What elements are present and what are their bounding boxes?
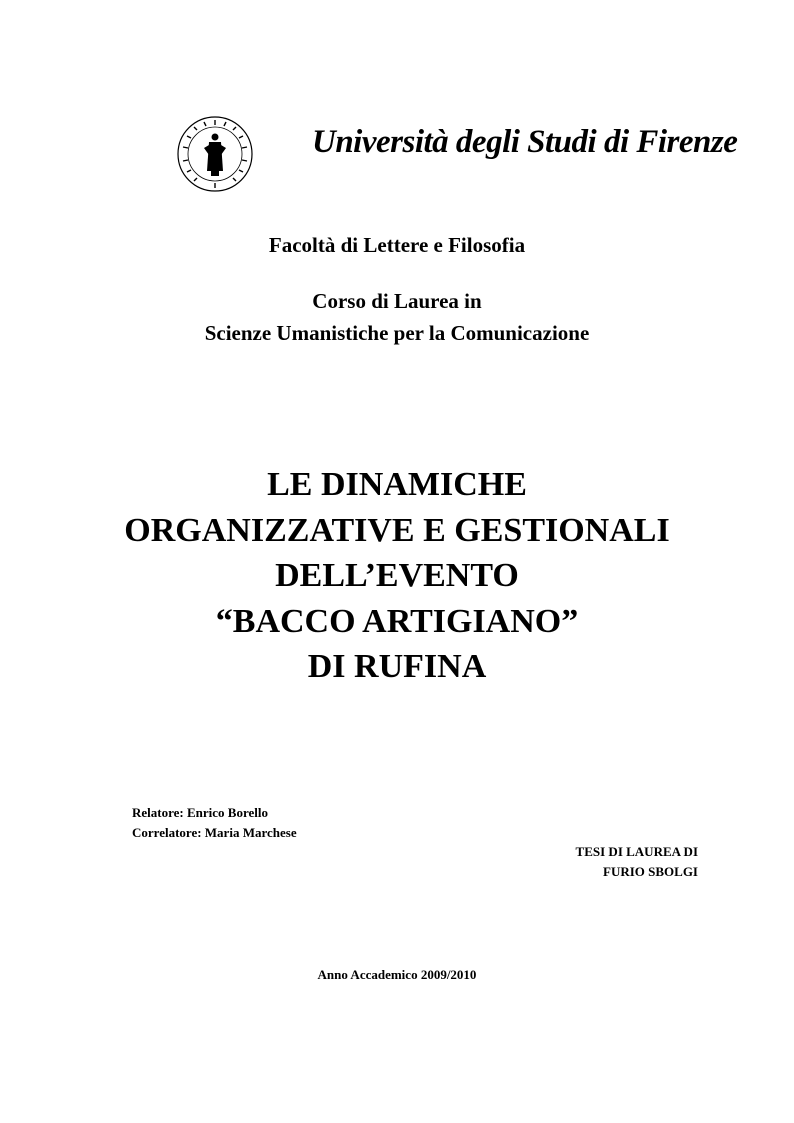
relatore: Relatore: Enrico Borello — [132, 805, 268, 820]
thesis-title — [0, 462, 794, 690]
thesis-title-line: LE DINAMICHE — [267, 466, 527, 503]
correlatore: Correlatore: Maria Marchese — [132, 825, 297, 840]
thesis-title-line: DI RUFINA — [307, 648, 487, 685]
thesis-title-line: DELL’EVENTO — [275, 557, 519, 594]
thesis-title-line: ORGANIZZATIVE E GESTIONALI — [124, 511, 670, 549]
university-seal-icon — [176, 115, 254, 193]
university-name: Università degli Studi di Firenze — [312, 124, 738, 160]
academic-year: Anno Accademico 2009/2010 — [317, 967, 477, 982]
thesis-title-line: “BACCO ARTIGIANO” — [215, 602, 579, 640]
course-line-2: Scienze Umanistiche per la Comunicazione — [204, 321, 590, 345]
course-line-1: Corso di Laurea in — [312, 289, 482, 313]
faculty-name: Facoltà di Lettere e Filosofia — [268, 233, 526, 257]
thesis-author: FURIO SBOLGI — [603, 864, 698, 879]
thesis-label: TESI DI LAUREA DI — [575, 844, 698, 859]
